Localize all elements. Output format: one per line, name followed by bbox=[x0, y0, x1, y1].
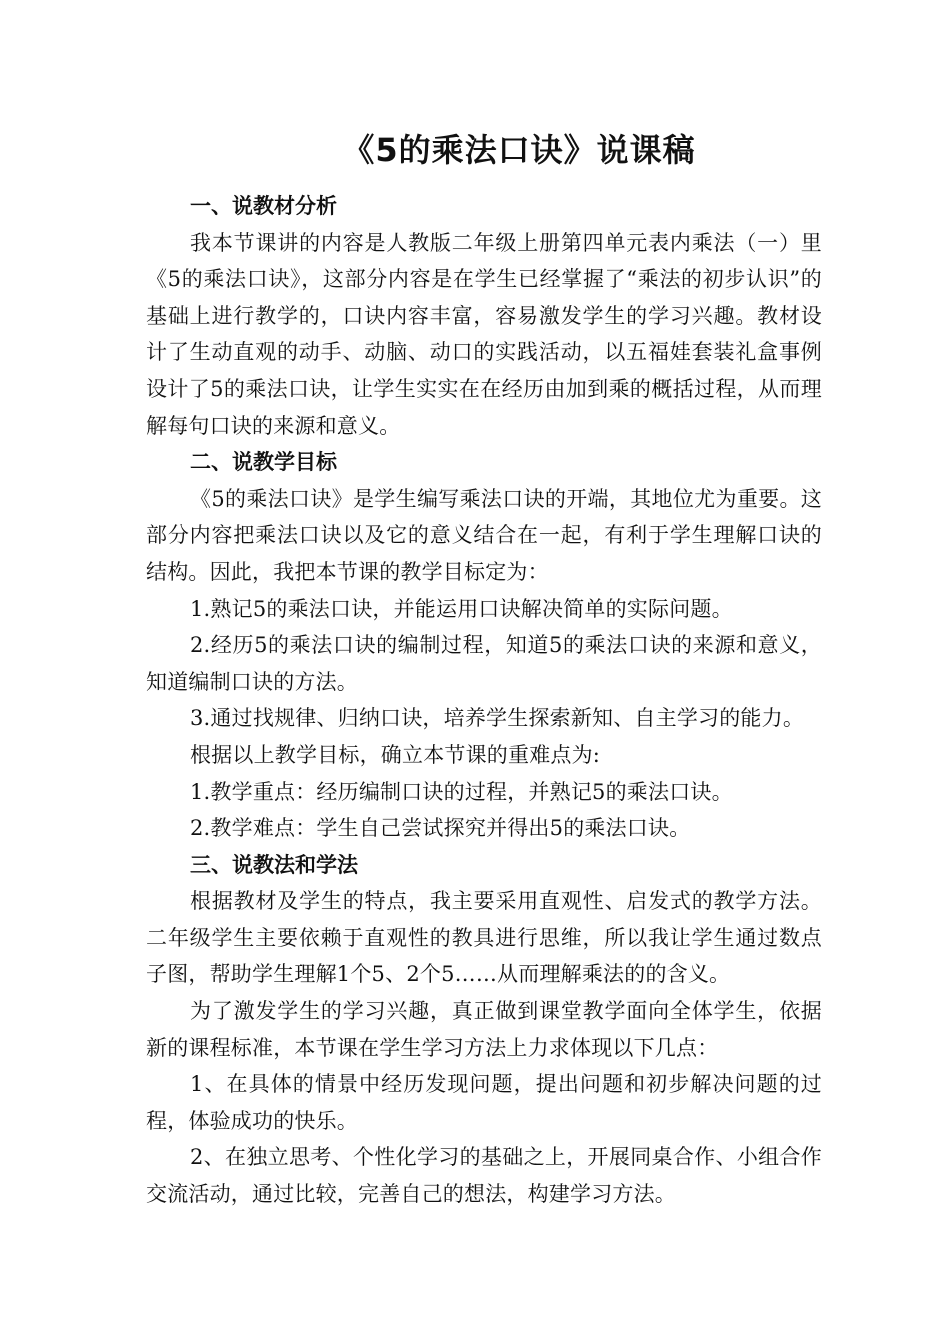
section-heading: 三、说教法和学法 bbox=[190, 852, 358, 877]
section-teaching-methods bbox=[146, 847, 822, 1213]
key-point-item: 2.教学难点：学生自己尝试探究并得出5的乘法口诀。 bbox=[190, 816, 691, 841]
paragraph: 根据以上教学目标，确立本节课的重难点为: bbox=[190, 742, 601, 767]
section-teaching-goals bbox=[146, 444, 822, 847]
goal-item: 1.熟记5的乘法口诀，并能运用口诀解决简单的实际问题。 bbox=[190, 596, 733, 621]
key-point-item: 1.教学重点：经历编制口诀的过程，并熟记5的乘法口诀。 bbox=[190, 779, 733, 804]
paragraph: 《5的乘法口诀》是学生编写乘法口诀的开端，其地位尤为重要。这部分内容把乘法口诀以及它的意义结合在一起，有利于学生理解口诀的结构。因此，我把本节课的教学目标定为： bbox=[146, 486, 822, 584]
section-heading: 二、说教学目标 bbox=[190, 450, 337, 475]
document-title: 《5的乘法口诀》说课稿 bbox=[342, 131, 696, 169]
method-item: 1、在具体的情景中经历发现问题，提出问题和初步解决问题的过程，体验成功的快乐。 bbox=[146, 1072, 822, 1133]
goal-item: 3.通过找规律、归纳口诀，培养学生探索新知、自主学习的能力。 bbox=[190, 706, 805, 731]
section-textbook-analysis bbox=[146, 188, 822, 444]
document-page bbox=[146, 128, 822, 1213]
method-item: 2、在独立思考、个性化学习的基础之上，开展同桌合作、小组合作交流活动，通过比较，完善自己的想法，构建学习方法。 bbox=[146, 1145, 822, 1207]
paragraph: 根据教材及学生的特点，我主要采用直观性、启发式的教学方法。二年级学生主要依赖于直观性的教具进行思维，所以我让学生通过数点子图，帮助学生理解1个5、2个5……从而理解乘法的的含义。 bbox=[146, 889, 822, 987]
goal-item: 2.经历5的乘法口诀的编制过程，知道5的乘法口诀的来源和意义，知道编制口诀的方法。 bbox=[146, 633, 822, 694]
paragraph: 我本节课讲的内容是人教版二年级上册第四单元表内乘法（一）里《5的乘法口诀》，这部分内容是在学生已经掌握了“乘法的初步认识”的基础上进行教学的，口诀内容丰富，容易激发学生的学习兴趣。教材设计了生动直观的动手、动脑、动口的实践活动，以五福娃套装礼盒事例设计了5的乘法口诀，让学生实实在在经历由加到乘的概括过程，从而理解每句口诀的来源和意义。 bbox=[146, 230, 822, 438]
section-heading: 一、说教材分析 bbox=[190, 194, 337, 218]
paragraph: 为了激发学生的学习兴趣，真正做到课堂教学面向全体学生，依据新的课程标准，本节课在学生学习方法上力求体现以下几点： bbox=[146, 999, 822, 1060]
